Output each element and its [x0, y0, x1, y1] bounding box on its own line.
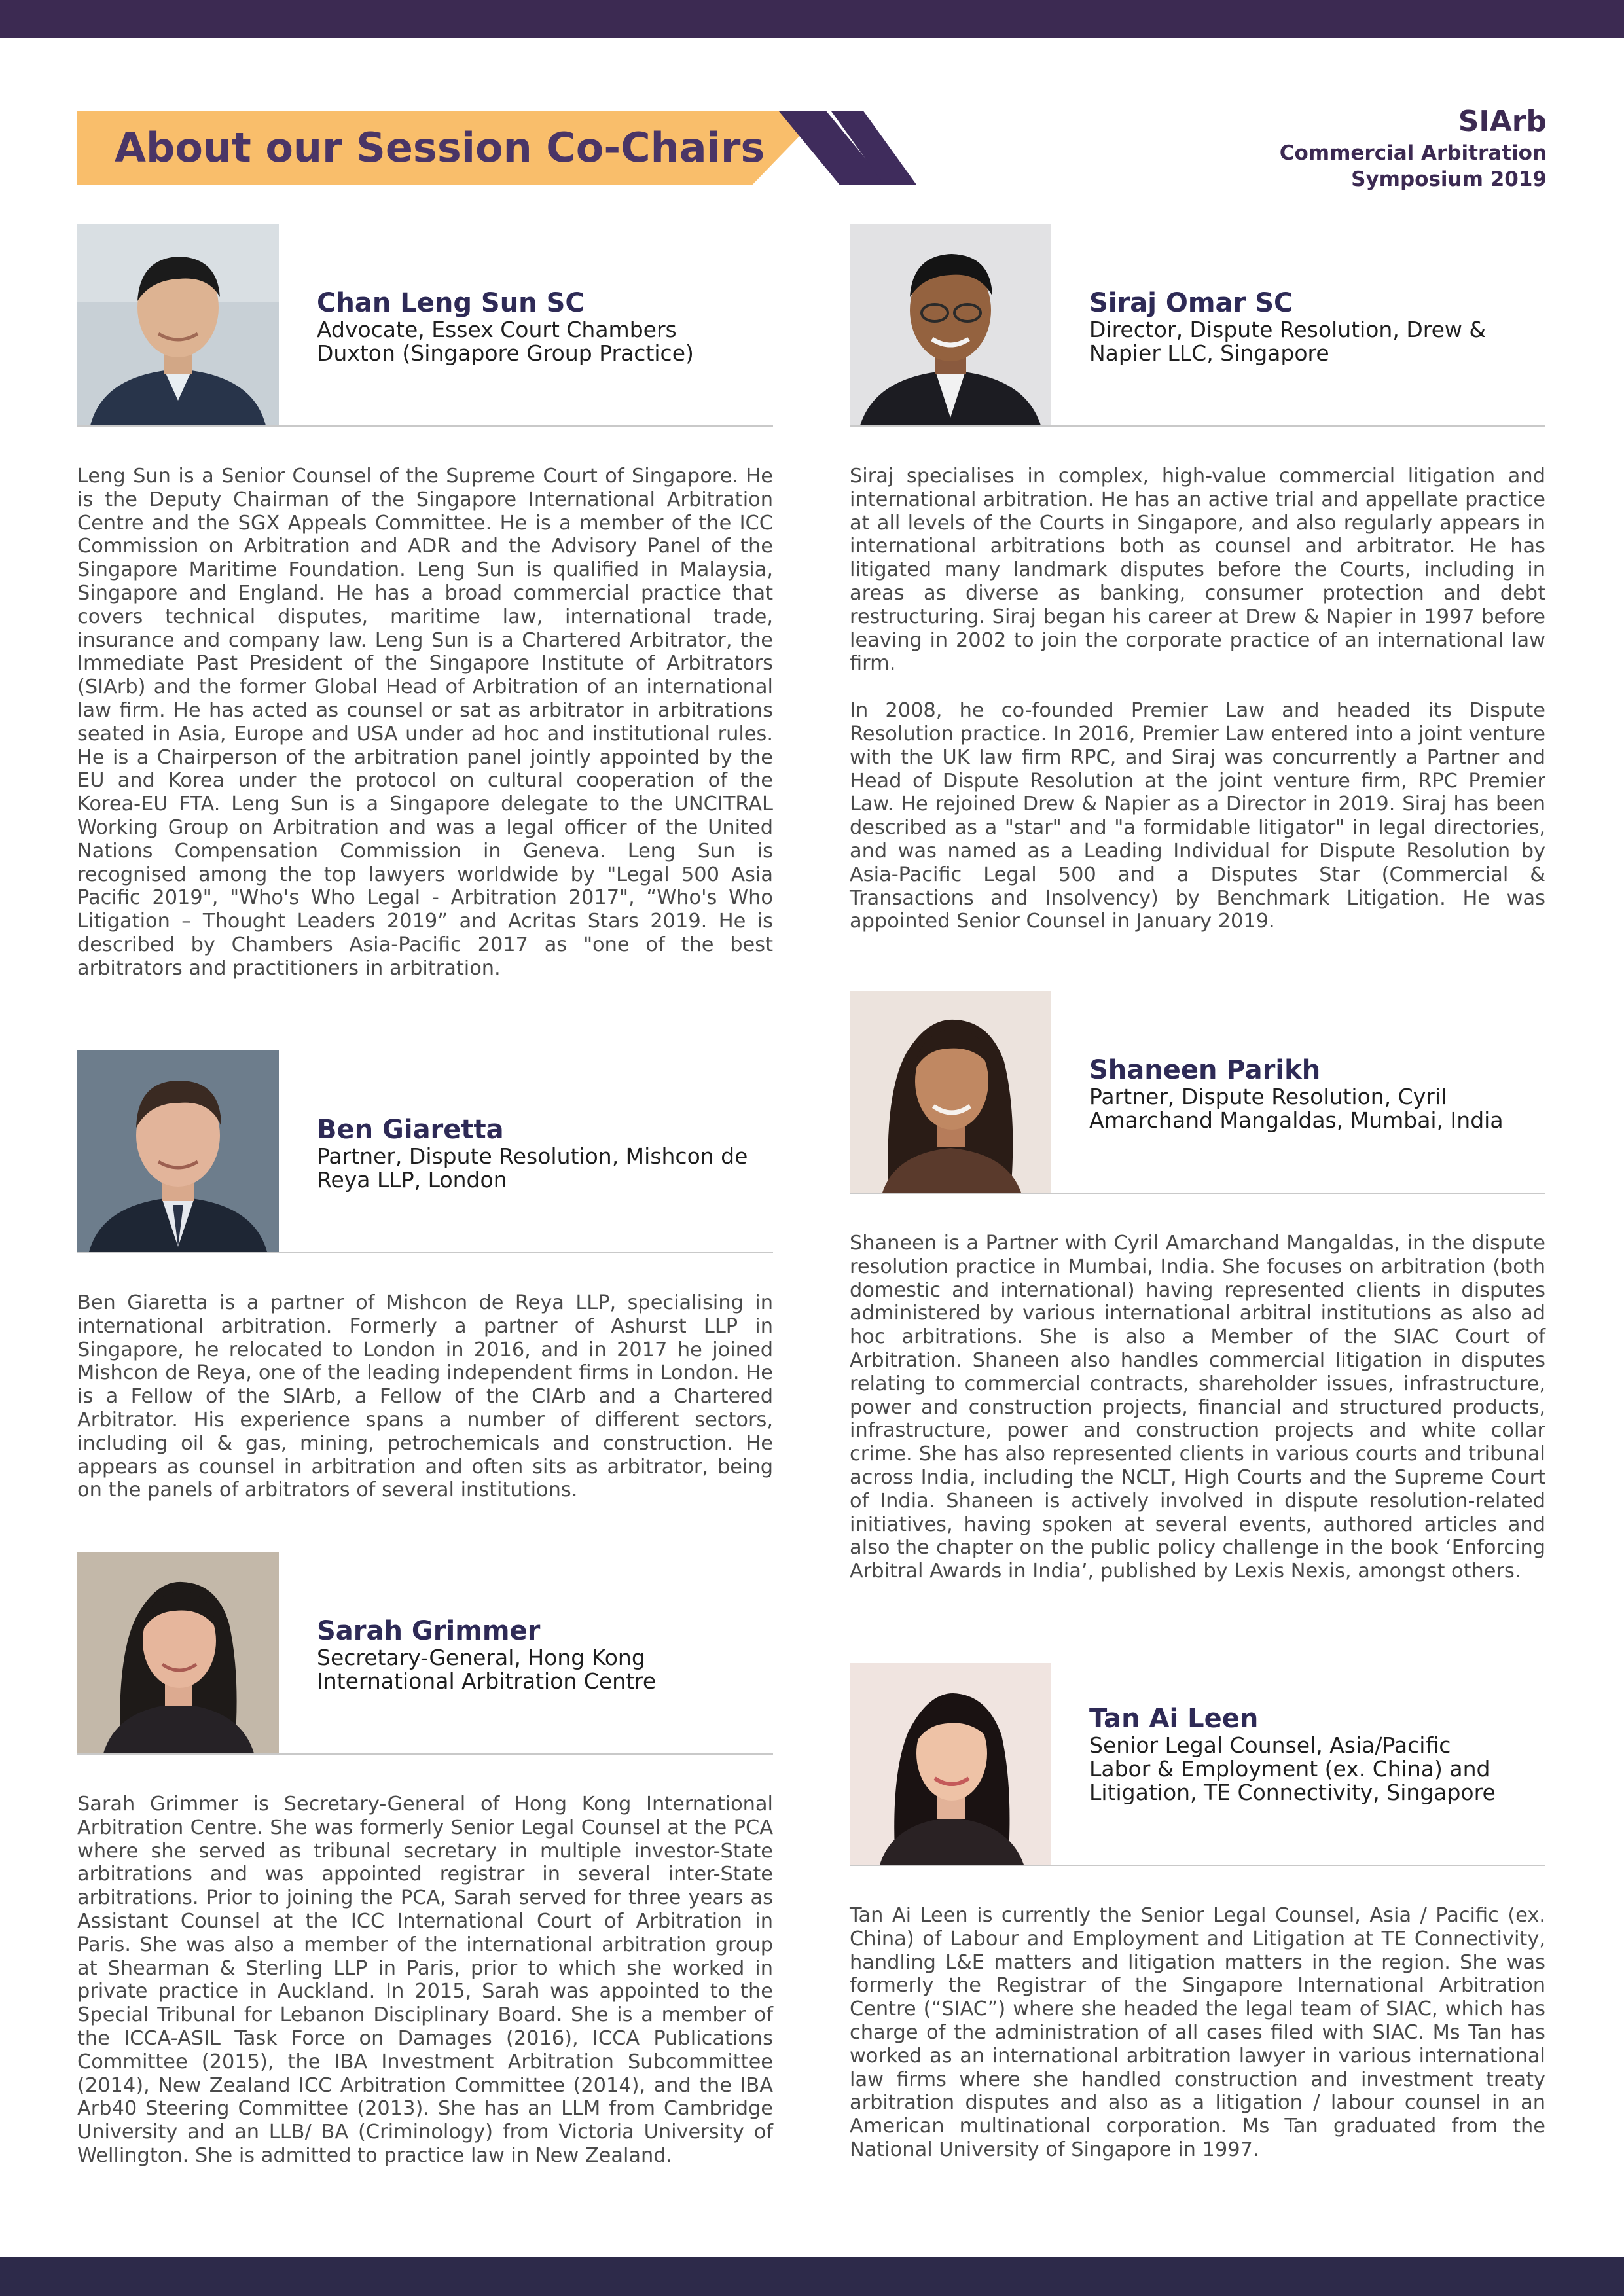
portrait-photo: [77, 224, 279, 425]
profile-shaneen-parikh: [850, 991, 1545, 1583]
name-block: [317, 1115, 773, 1192]
profile-header: [850, 991, 1545, 1194]
profile-siraj-omar: [850, 224, 1545, 933]
person-role: Labor & Employment (ex. China) and: [1089, 1756, 1490, 1782]
bio-paragraph: In 2008, he co-founded Premier Law and headed its Dispute Resolution practice. In 2016, Premier Law entered into a joint venture with the UK law firm RPC, and Siraj was concurrently a Partner and Head of Dispute Resolution at the joint venture firm, RPC Premier Law. He rejoined Drew & Napier as a Director in 2019. Siraj has been described as a "star" and "a formidable litigator" in legal directories, and was named as a Leading Individual for Dispute Resolution by Asia-Pacific Legal 500 and a Disputes Star (Commercial & Transactions and Insolvency) by Benchmark Litigation. He was appointed Senior Counsel in January 2019.: [850, 699, 1545, 933]
portrait-photo: [850, 991, 1051, 1193]
person-role: Litigation, TE Connectivity, Singapore: [1089, 1780, 1496, 1805]
brand-block: [1280, 103, 1547, 192]
brand-subtitle-2: Symposium 2019: [1351, 168, 1547, 191]
person-name: Siraj Omar SC: [1089, 288, 1293, 318]
profile-sarah-grimmer: [77, 1552, 773, 2168]
bio-paragraph: Shaneen is a Partner with Cyril Amarchand Mangaldas, in the dispute resolution practice in Mumbai, India. She focuses on arbitration (both domestic and international) having represented clients in disputes administered by various international arbitral institutions as also ad hoc arbitrations. She is also a Member of the SIAC Court of Arbitration. Shaneen also handles commercial litigation in disputes relating to commercial contracts, shareholder issues, infrastructure, power and construction projects, financial and structured products, infrastructure, power and construction projects and white collar crime. She has also represented clients in various courts and tribunal across India, including the NCLT, High Courts and the Supreme Court of India. Shaneen is actively involved in dispute resolution-related initiatives, having spoken at several events, authored articles and also the chapter on the public policy challenge in the book ‘Enforcing Arbitral Awards in India’, published by Lexis Nexis, amongst others.: [850, 1232, 1545, 1583]
bio-paragraph: Siraj specialises in complex, high-value commercial litigation and international arbitration. He has an active trial and appellate practice at all levels of the Courts in Singapore, and also regularly appears in international arbitrations both as counsel and arbitrator. He has litigated many landmark disputes before the Courts, including in areas as diverse as banking, consumer protection and debt restructuring. Siraj began his career at Drew & Napier in 1997 before leaving in 2002 to join the corporate practice of an international law firm.: [850, 465, 1545, 675]
brand-name: SIArb: [1458, 105, 1547, 138]
name-block: [317, 1616, 773, 1693]
brand-subtitle-1: Commercial Arbitration: [1279, 141, 1547, 165]
profile-header: [77, 224, 773, 427]
portrait-photo: [77, 1050, 279, 1252]
bio: [77, 465, 773, 980]
person-role: Director, Dispute Resolution, Drew &: [1089, 317, 1487, 342]
profile-header: [850, 1663, 1545, 1866]
bio: [77, 1793, 773, 2168]
name-block: [1089, 1704, 1545, 1804]
person-role: International Arbitration Centre: [317, 1668, 657, 1694]
portrait-photo: [850, 224, 1051, 425]
profile-ben-giaretta: [77, 1050, 773, 1502]
person-role: Amarchand Mangaldas, Mumbai, India: [1089, 1107, 1504, 1133]
bio-paragraph: Tan Ai Leen is currently the Senior Legal Counsel, Asia / Pacific (ex. China) of Labour and Employment and Litigation at TE Connectivity, handling L&E matters and litigation matters in the region. She was formerly the Registrar of the Singapore International Arbitration Centre (“SIAC”) where she headed the legal team of SIAC, which has charge of the administration of all cases filed with SIAC. Ms Tan has worked as an international arbitration lawyer in various international law firms where she handled construction and investment treaty arbitration disputes and also as a litigation / labour counsel in an American multinational corporation. Ms Tan graduated from the National University of Singapore in 1997.: [850, 1904, 1545, 2161]
bio-paragraph: Sarah Grimmer is Secretary-General of Hong Kong International Arbitration Centre. She was formerly Senior Legal Counsel at the PCA where she served as tribunal secretary in multiple investor-State arbitrations and was appointed registrar in several inter-State arbitrations. Prior to joining the PCA, Sarah served for three years as Assistant Counsel at the ICC International Court of Arbitration in Paris. She was also a member of the international arbitration group at Shearman & Sterling LLP in Paris, prior to which she worked in private practice in Auckland. In 2015, Sarah was appointed to the Special Tribunal for Lebanon Disciplinary Board. She is a member of the ICCA-ASIL Task Force on Damages (2016), ICCA Publications Committee (2015), the IBA Investment Arbitration Subcommittee (2014), New Zealand ICC Arbitration Committee (2014), and the IBA Arb40 Steering Committee (2013). She has an LLM from Cambridge University and an LLB/ BA (Criminology) from Victoria University of Wellington. She is admitted to practice law in New Zealand.: [77, 1793, 773, 2167]
profile-tan-ai-leen: [850, 1663, 1545, 2162]
bio-paragraph: Ben Giaretta is a partner of Mishcon de Reya LLP, specialising in international arbitration. Formerly a partner of Ashurst LLP in Singapore, he relocated to London in 2016, and in 2017 he joined Mishcon de Reya, one of the leading independent firms in London. He is a Fellow of the SIArb, a Fellow of the CIArb and a Chartered Arbitrator. His experience spans a number of different sectors, including oil & gas, mining, petrochemicals and construction. He appears as counsel in arbitration and often sits as arbitrator, being on the panels of arbitrators of several institutions.: [77, 1291, 773, 1502]
person-name: Shaneen Parikh: [1089, 1055, 1321, 1085]
bio: [850, 465, 1545, 933]
person-role: Secretary-General, Hong Kong: [317, 1645, 645, 1670]
person-role: Senior Legal Counsel, Asia/Pacific: [1089, 1732, 1451, 1758]
top-bar: [0, 0, 1624, 38]
person-role: Partner, Dispute Resolution, Cyril: [1089, 1084, 1447, 1109]
person-name: Sarah Grimmer: [317, 1616, 541, 1646]
bottom-bar: [0, 2257, 1624, 2296]
name-block: [1089, 288, 1545, 365]
portrait-photo: [850, 1663, 1051, 1865]
person-name: Chan Leng Sun SC: [317, 288, 585, 318]
person-role: Advocate, Essex Court Chambers: [317, 317, 677, 342]
bio: [850, 1904, 1545, 2162]
person-role: Partner, Dispute Resolution, Mishcon de: [317, 1143, 748, 1169]
profile-header: [77, 1552, 773, 1755]
bio: [850, 1232, 1545, 1583]
name-block: [1089, 1055, 1545, 1132]
person-name: Tan Ai Leen: [1089, 1704, 1259, 1734]
name-block: [317, 288, 773, 365]
person-role: Reya LLP, London: [317, 1167, 507, 1193]
bio-paragraph: Leng Sun is a Senior Counsel of the Supreme Court of Singapore. He is the Deputy Chairman of the Singapore International Arbitration Centre and the SGX Appeals Committee. He is a member of the ICC Commission on Arbitration and ADR and the Advisory Panel of the Singapore Maritime Foundation. Leng Sun is qualified in Malaysia, Singapore and England. He has a broad commercial practice that covers technical disputes, maritime law, international trade, insurance and company law. Leng Sun is a Chartered Arbitrator, the Immediate Past President of the Singapore Institute of Arbitrators (SIArb) and the former Global Head of Arbitration of an international law firm. He has acted as counsel or sat as arbitrator in arbitrations seated in Asia, Europe and USA under ad hoc and institutional rules. He is a Chairperson of the arbitration panel jointly appointed by the EU and Korea under the protocol on cultural cooperation of the Korea-EU FTA. Leng Sun is a Singapore delegate to the UNCITRAL Working Group on Arbitration and was a legal officer of the United Nations Compensation Commission in Geneva. Leng Sun is recognised among the top lawyers worldwide by "Legal 500 Asia Pacific 2019", "Who's Who Legal - Arbitration 2017", “Who's Who Litigation – Thought Leaders 2019” and Acritas Stars 2019. He is described by Chambers Asia-Pacific 2017 as "one of the best arbitrators and practitioners in arbitration.: [77, 465, 773, 980]
profile-header: [850, 224, 1545, 427]
profile-chan-leng-sun: [77, 224, 773, 980]
person-role: Napier LLC, Singapore: [1089, 340, 1329, 366]
bio: [77, 1291, 773, 1502]
page-title: About our Session Co-Chairs: [115, 124, 765, 171]
profile-header: [77, 1050, 773, 1253]
portrait-photo: [77, 1552, 279, 1753]
person-role: Duxton (Singapore Group Practice): [317, 340, 694, 366]
person-name: Ben Giaretta: [317, 1115, 504, 1145]
